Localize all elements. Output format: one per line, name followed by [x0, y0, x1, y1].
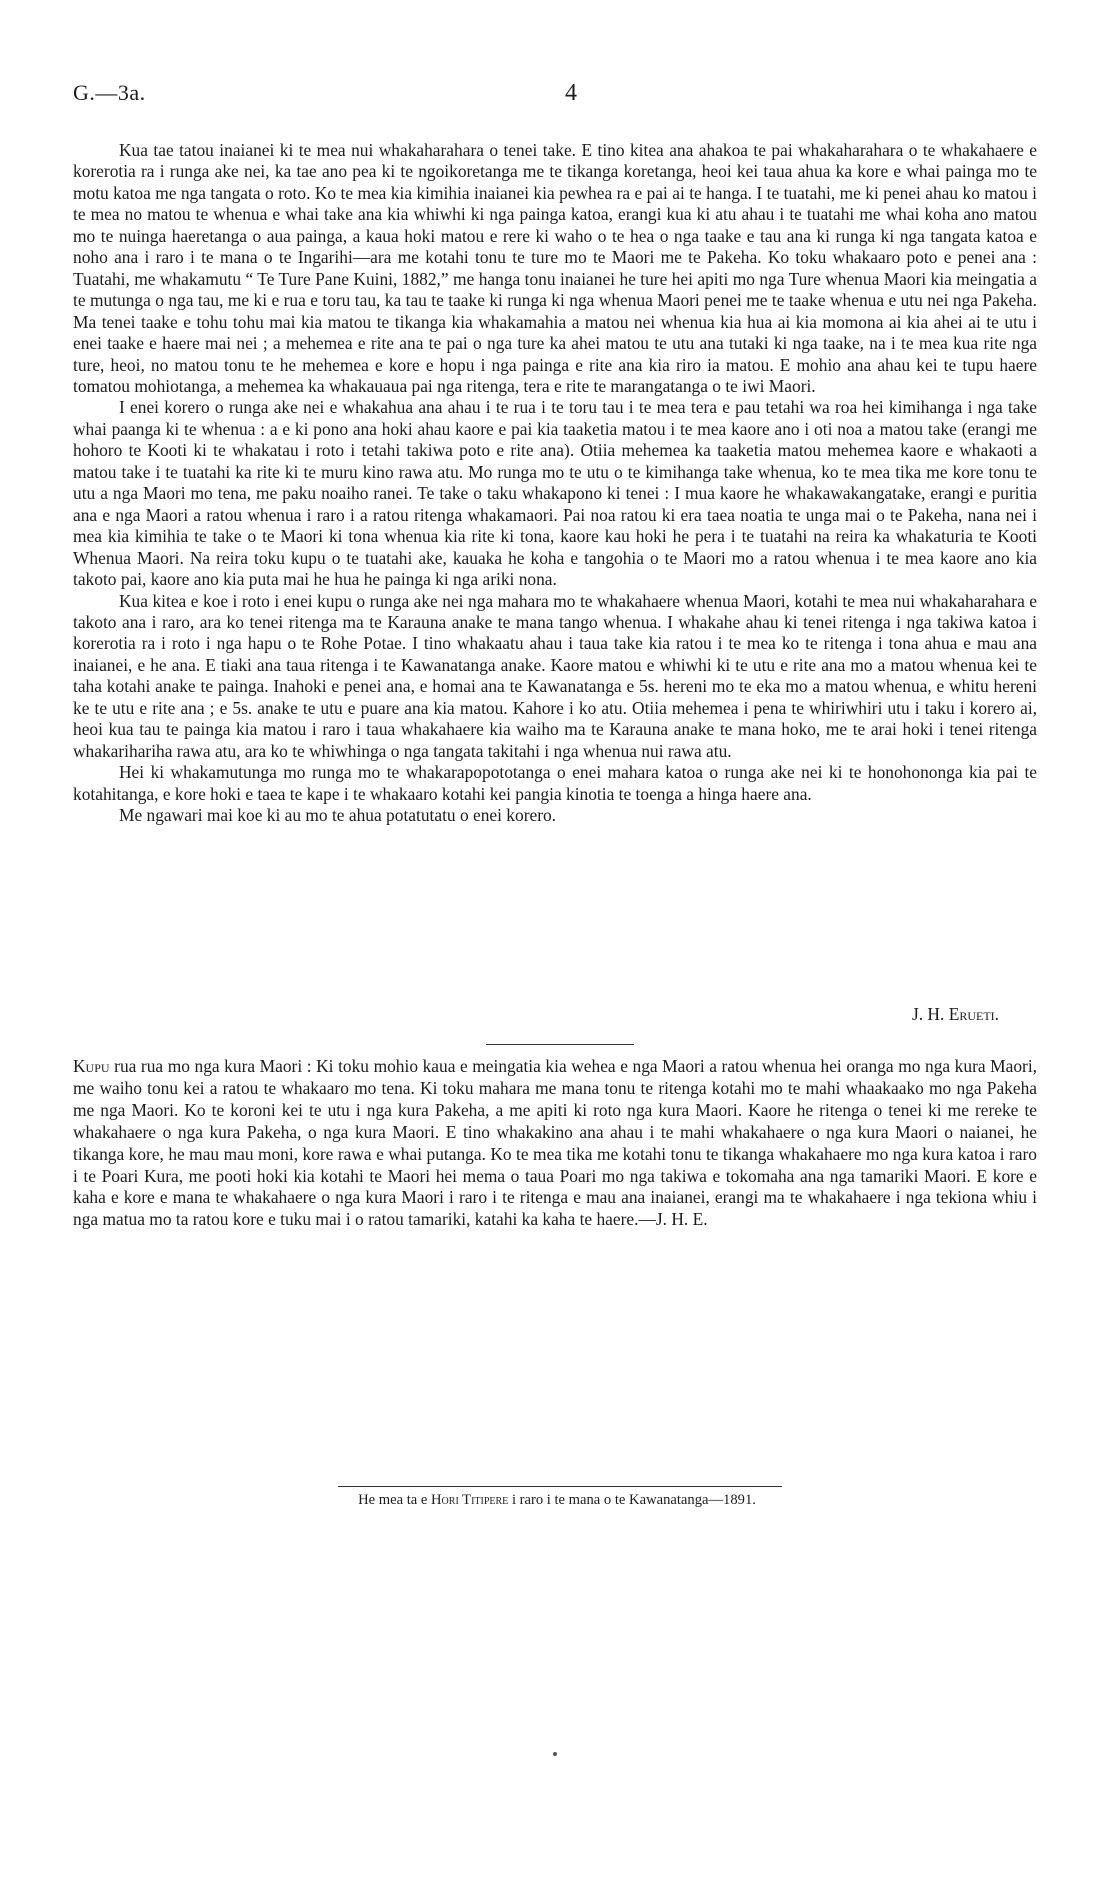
imprint-divider: [338, 1486, 782, 1487]
imprint-after: i raro i te mana o te Kawanatanga—1891.: [508, 1492, 756, 1508]
scan-speck: [553, 1752, 557, 1756]
letter-paragraph: Kua kitea e koe i roto i enei kupu o runga ake nei nga mahara mo te whakahaere whenua Maori, kotahi te mea nui whakaharahara e takoto ana i raro, ara ko tenei ritenga ma te Karauna anake te mana tango whenua. I whakahe ahau ki tenei ritenga i nga takiwa katoa i korerotia ra i roto i nga hapu o te Rohe Potae. I tino whakaatu ahau i taua take kia ratou i te mea ko te ritenga i tona ahua e mau ana inaianei, e he ana. E tiaki ana taua ritenga i te Kawanatanga anake. Kaore matou e whiwhi ki te utu e rite ana mo a matou whenua kei te taha kotahi anake te painga. Inahoki e penei ana, e homai ana te Kawanatanga e 5s. hereni mo te eka mo a matou whenua, e whitu hereni ke te utu e rite ana ; e 5s. anake te utu e puare ana kia matou. Kahore i ko atu. Otiia mehemea i pena te whiriwhiri utu i taku i korero ai, heoi kua tau te painga kia matou i raro i taua whakahaere kia waiho ma te Karauna anake te mana hoko, me te arai hoki i tenei ritenga whakarihariha rawa atu, ara ko te whiwhinga o nga tangata takitahi i nga whenua nui rawa atu.: [73, 590, 1037, 761]
imprint-printer: Hori Titipere: [431, 1492, 509, 1508]
signature-surname: Erueti.: [948, 1004, 999, 1024]
letter-body: [73, 140, 1037, 827]
document-reference: G.—3a.: [73, 80, 146, 105]
letter-paragraph: I enei korero o runga ake nei e whakahua ana ahau i te rua i te toru tau i te mea tera e pau tetahi wa roa hei kimihanga i nga take whai paanga ki te whenua : a e ki pono ana hoki ahau kaore e pai kia taaketia matou i te mea kaore ano i oti noa a matou take (erangi me hohoro te Kooti ki te whakatau i roto i tetahi takiwa poto e rite ana). Otiia mehemea ka taaketia matou mehemea kaore e whakaoti a matou take i te tuatahi ka rite ki te muru kino rawa atu. Mo runga mo te utu o te kimihanga take whenua, ko te mea tika me kore tonu te utu a nga Maori mo tena, me paku noaiho ranei. Te take o taku whakapono ki tenei : I mua kaore he whakawakangatake, erangi e puritia ana e nga Maori a ratou whenua i raro i a ratou ritenga whakamaori. Pai noa ratou ki era taea noatia te unga mai o te Pakeha, nana nei i mea kia kimihia te take o te Maori ki tona whenua kia rite ki tona, kaore kau hoki he pera i te tuatahi na reira ka whakaturia te Kooti Whenua Maori. Na reira toku kupu o te tuatahi ake, kauaka he koha e tangohia o te Maori mo a ratou whenua i te mea kaore ano kia takoto pai, kaore ano kia puta mai he hua he painga ki nga ariki nona.: [73, 397, 1037, 590]
signature-initials: J. H.: [911, 1004, 945, 1024]
section-divider: [486, 1044, 634, 1045]
letter-paragraph: Kua tae tatou inaianei ki te mea nui whakaharahara o tenei take. E tino kitea ana ahakoa te pai whakaharahara o te whakahaere e korerotia ra i runga ake nei, ka tae ano pea ki te ngoikoretanga me te tikanga koretanga, heoi kei taua ahua ka kore e whai painga mo te motu katoa me nga tangata o roto. Ko te mea kia kimihia inaianei kia pewhea ra e pai ai te hanga. I te tuatahi, me ki penei ahau ko matou i te mea no matou te whenua e whai take ana kia whiwhi ki nga painga katoa, erangi kua ki atu ahau i te tuatahi me whai koha ano matou mo te nuinga haeretanga o aua painga, a kaua hoki matou e rere ki waho o te hea o nga taake e tau ana ki runga ki nga tangata katoa e noho ana i raro i te mana o te Ingarihi—ara me kotahi tonu te ture mo te Maori me te Pakeha. Ko toku whakaaro poto e penei ana : Tuatahi, me whakamutu “ Te Ture Pane Kuini, 1882,” me hanga tonu inaianei he ture hei apiti mo nga Ture whenua Maori kia meingatia a te mutunga o nga tau, me ki e rua e toru tau, ka tau te taake ki runga ki nga whenua Maori penei me te taake whenua e utu nei nga Pakeha. Ma tenei taake e tohu tohu mai kia matou te tikanga kia whakamahia a matou nei whenua kia hua ai kia momona ai kia ahei ai te utu i enei taake e haere mai nei ; a mehemea e rite ana te pai o nga ture ka ahei matou te utu ana tutaki ki nga taake, na i te mea kua rite nga ture, heoi, no matou tonu te he mehemea e kore e hopu i nga painga e rite ana kia riro ia matou. E mohio ana ahau kei te tupu haere tomatou mohiotanga, a mehemea ka whakauaua pai nga ritenga, tera e rite te marangatanga o te iwi Maori.: [73, 140, 1037, 396]
page-number: 4: [565, 80, 577, 106]
signature: [912, 1004, 999, 1025]
school-note-lead: Kupu: [73, 1056, 110, 1076]
printer-imprint: [0, 1492, 1114, 1509]
letter-paragraph: Hei ki whakamutunga mo runga mo te whakarapopototanga o enei mahara katoa o runga ake nei ki te honohononga kia pai te kotahitanga, e kore hoki e taea te kape i te whakaaro kotahi kei pangia kinotia te toenga a hinga haere ana.: [73, 762, 1037, 804]
letter-paragraph: Me ngawari mai koe ki au mo te ahua potatutatu o enei korero.: [119, 805, 557, 826]
imprint-before: He mea ta e: [358, 1492, 432, 1508]
school-note-paragraph: [73, 1056, 1037, 1231]
school-note: [73, 1056, 1037, 1231]
school-note-text: rua rua mo nga kura Maori : Ki toku mohio kaua e meingatia kia wehea e nga Maori a ratou whenua hei oranga mo nga kura Maori, me waiho tonu kei a ratou te whakaaro mo tena. Ki toku mahara me mana tonu te ritenga kotahi mo te mahi whaakaako mo nga Pakeha me nga Maori. Ko te koroni kei te utu i nga kura Pakeha, a me apiti ki roto nga kura Maori. Kaore he ritenga o tenei ki me rereke te whakahaere o nga kura Pakeha, o nga kura Maori. E tino whakakino ana ahau i te mahi whakahaere o nga kura Maori o naianei, he tikanga kore, he mau mau moni, kore rawa e whai putanga. Ko te mea tika me kotahi tonu te tikanga whakahaere mo nga kura katoa i raro i te Poari Kura, me pooti hoki kia kotahi te Maori hei mema o taua Poari mo nga takiwa e tokomaha ana nga tamariki Maori. E kore e kaha e kore e mana te whakahaere o nga kura Maori i raro i te ritenga e mau ana inaianei, erangi ma te whakahaere i nga tekiona whiu i nga matua mo ta ratou kore e tuku mai i o ratou tamariki, katahi ka kaha te haere.—J. H. E.: [73, 1056, 1037, 1230]
